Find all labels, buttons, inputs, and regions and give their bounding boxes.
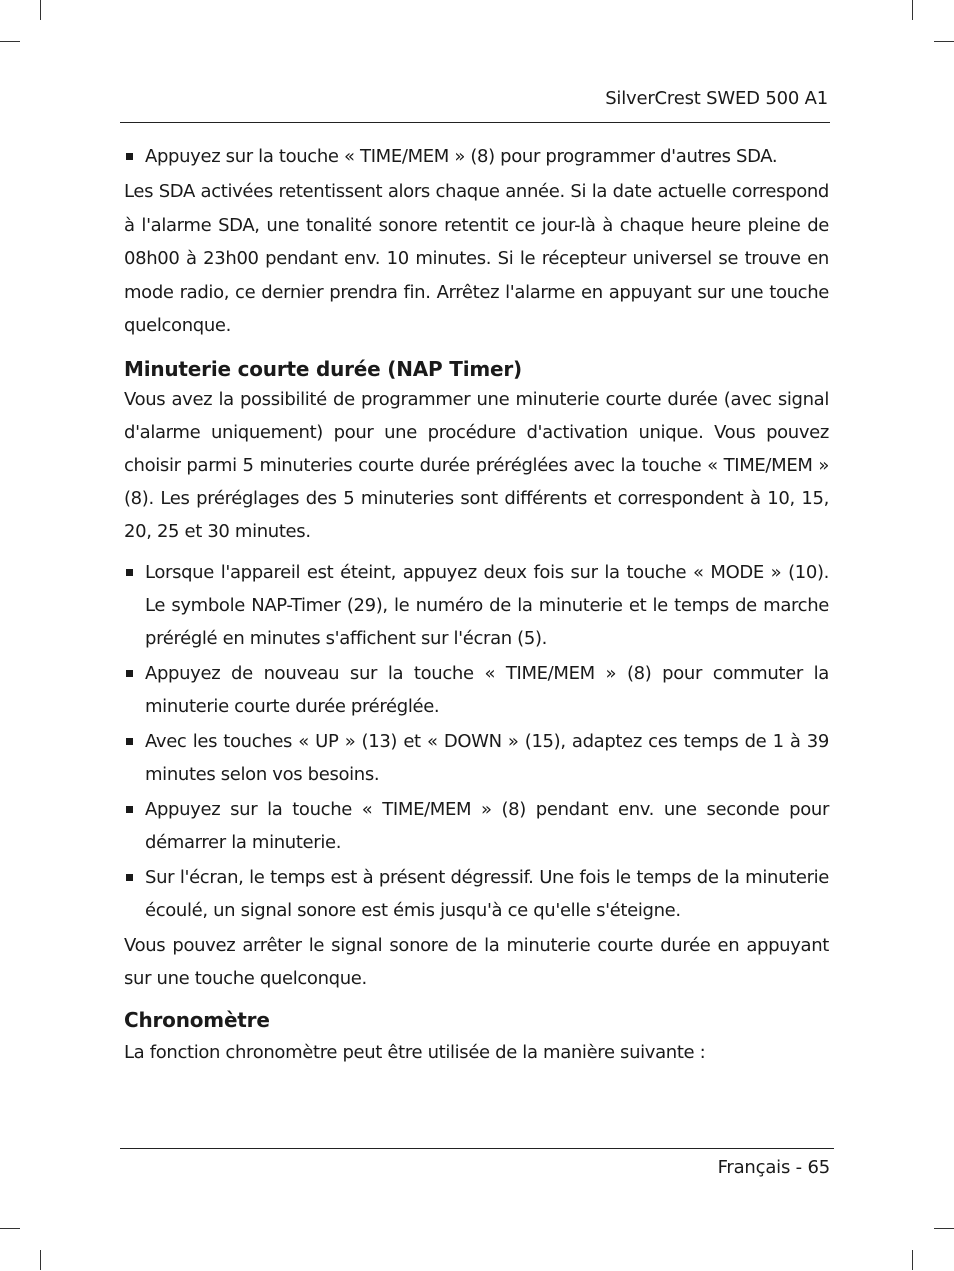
bullet-square-icon xyxy=(126,670,133,677)
running-title: SilverCrest SWED 500 A1 xyxy=(605,88,828,109)
crop-mark xyxy=(40,1250,41,1270)
section-heading: Minuterie courte durée (NAP Timer) xyxy=(124,356,522,381)
page-header xyxy=(120,84,830,123)
list-item-text: Avec les touches « UP » (13) et « DOWN » (15), adaptez ces temps de 1 à 39 minutes selon vos besoins. xyxy=(145,730,829,785)
crop-mark xyxy=(40,0,41,20)
list-item-text: Lorsque l'appareil est éteint, appuyez deux fois sur la touche « MODE » (10). Le symbole NAP-Timer (29), le numéro de la minuterie et le temps de marche préréglé en minutes s'affichent sur l'écran (5). xyxy=(145,561,829,649)
page-body xyxy=(124,140,829,1069)
list-item xyxy=(124,140,829,173)
bullet-square-icon xyxy=(126,153,133,160)
list-item xyxy=(124,556,829,655)
crop-mark xyxy=(934,41,954,42)
crop-mark xyxy=(912,1250,913,1270)
list-item-text: Appuyez de nouveau sur la touche « TIME/MEM » (8) pour commuter la minuterie courte durée préréglée. xyxy=(145,662,829,717)
bullet-list xyxy=(124,556,829,927)
crop-mark xyxy=(0,1228,20,1229)
list-item xyxy=(124,657,829,723)
bullet-square-icon xyxy=(126,738,133,745)
crop-mark xyxy=(934,1228,954,1229)
bullet-square-icon xyxy=(126,874,133,881)
paragraph: Vous avez la possibilité de programmer une minuterie courte durée (avec signal d'alarme uniquement) pour une procédure d'activation unique. Vous pouvez choisir parmi 5 minuteries courte durée préréglées avec la touche « TIME/MEM » (8). Les préréglages des 5 minuteries sont différents et correspondent à 10, 15, 20, 25 et 30 minutes. xyxy=(124,388,829,542)
list-item-text: Appuyez sur la touche « TIME/MEM » (8) pour programmer d'autres SDA. xyxy=(145,146,778,167)
list-item xyxy=(124,861,829,927)
list-item-text: Appuyez sur la touche « TIME/MEM » (8) pendant env. une seconde pour démarrer la minuterie. xyxy=(145,798,829,853)
list-item xyxy=(124,793,829,859)
crop-mark xyxy=(0,41,20,42)
page-footer xyxy=(120,1148,834,1178)
section-heading: Chronomètre xyxy=(124,1007,270,1032)
paragraph: Les SDA activées retentissent alors chaque année. Si la date actuelle correspond à l'alarme SDA, une tonalité sonore retentit ce jour-là à chaque heure pleine de 08h00 à 23h00 pendant env. 10 minutes. Si le récepteur universel se trouve en mode radio, ce dernier prendra fin. Arrêtez l'alarme en appuyant sur une touche quelconque. xyxy=(124,181,829,336)
list-item xyxy=(124,725,829,791)
paragraph: La fonction chronomètre peut être utilisée de la manière suivante : xyxy=(124,1041,706,1063)
crop-mark xyxy=(912,0,913,20)
page-number: Français - 65 xyxy=(717,1157,830,1178)
list-item-text: Sur l'écran, le temps est à présent dégressif. Une fois le temps de la minuterie écoulé, un signal sonore est émis jusqu'à ce qu'elle s'éteigne. xyxy=(145,866,829,921)
paragraph: Vous pouvez arrêter le signal sonore de la minuterie courte durée en appuyant sur une touche quelconque. xyxy=(124,934,829,989)
bullet-square-icon xyxy=(126,569,133,576)
bullet-square-icon xyxy=(126,806,133,813)
